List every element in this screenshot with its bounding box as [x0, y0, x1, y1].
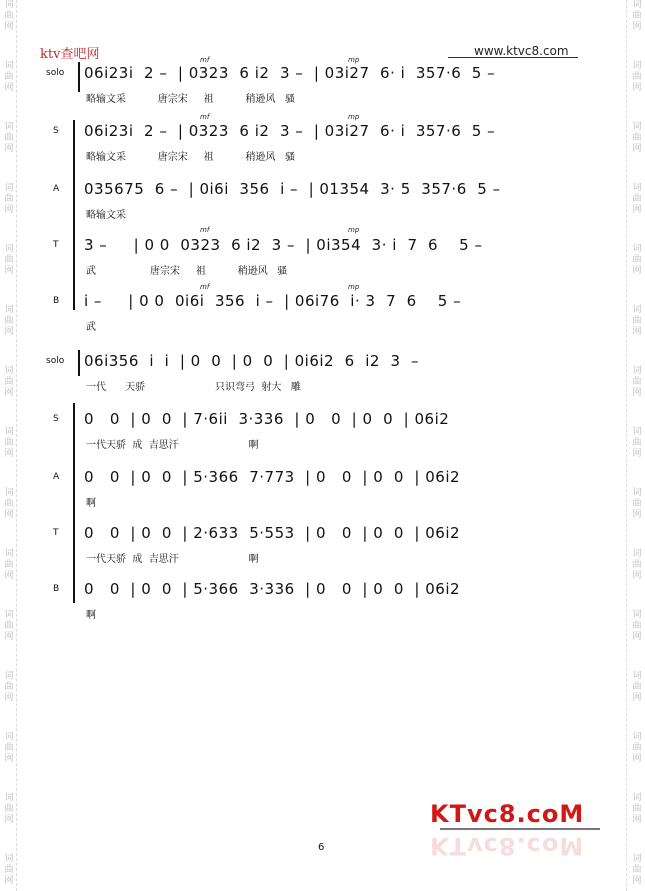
part-label: S [53, 414, 59, 424]
left-dashed-border [16, 0, 17, 891]
watermark-char: 词 [632, 122, 642, 132]
watermark-block [632, 732, 641, 765]
watermark-block [4, 427, 13, 460]
site-url: www.ktvc8.com [474, 44, 569, 58]
watermark-char: 网 [4, 83, 14, 93]
lyrics-line: 略输文采 唐宗宋 祖 稍逊风 骚 [86, 152, 296, 163]
watermark-char: 网 [4, 632, 14, 642]
watermark-char: 词 [632, 793, 642, 803]
watermark-char: 网 [4, 449, 14, 459]
system1-bracket [73, 120, 75, 310]
watermark-char: 曲 [4, 743, 14, 753]
watermark-char: 词 [632, 610, 642, 620]
watermark-char: 词 [632, 0, 642, 10]
watermark-char: 曲 [4, 560, 14, 570]
watermark-char: 曲 [632, 438, 642, 448]
watermark-char: 网 [632, 144, 642, 154]
lyrics-line: 略输文采 [86, 210, 126, 221]
watermark-char: 曲 [4, 682, 14, 692]
watermark-char: 词 [4, 793, 14, 803]
watermark-block [4, 244, 13, 277]
watermark-char: 词 [4, 305, 14, 315]
lyrics-line: 一代天骄 成 吉思汗 啊 [86, 554, 259, 565]
watermark-char: 曲 [4, 255, 14, 265]
watermark-char: 曲 [4, 72, 14, 82]
watermark-char: 曲 [632, 621, 642, 631]
watermark-char: 曲 [4, 865, 14, 875]
site-logo: KTvc8.coM [430, 800, 585, 828]
dynamic-mp-solo: mp [348, 56, 360, 64]
watermark-char: 词 [4, 244, 14, 254]
watermark-char: 曲 [632, 499, 642, 509]
watermark-char: 网 [4, 266, 14, 276]
watermark-char: 词 [632, 488, 642, 498]
right-dashed-border [626, 0, 627, 891]
dynamic-mp-t: mp [348, 226, 360, 234]
watermark-block [4, 732, 13, 765]
lyrics-line: 武 唐宗宋 祖 稍逊风 骚 [86, 266, 288, 277]
watermark-char: 曲 [4, 194, 14, 204]
system2-bracket [73, 403, 75, 603]
jianpu-notes: 06i356 i i | 0 0 | 0 0 | 0i6i2 6 i2 3 – [84, 352, 420, 370]
watermark-char: 曲 [632, 255, 642, 265]
watermark-block [632, 793, 641, 826]
watermark-char: 曲 [632, 682, 642, 692]
watermark-char: 曲 [632, 865, 642, 875]
watermark-char: 网 [4, 205, 14, 215]
watermark-char: 网 [632, 388, 642, 398]
watermark-char: 曲 [4, 499, 14, 509]
dynamic-mf-s: mf [200, 113, 210, 121]
watermark-char: 网 [632, 205, 642, 215]
lyrics-line: 啊 [86, 610, 96, 621]
watermark-block [4, 366, 13, 399]
watermark-char: 词 [4, 366, 14, 376]
watermark-char: 网 [4, 571, 14, 581]
watermark-char: 网 [632, 632, 642, 642]
watermark-block [4, 61, 13, 94]
part-label: T [53, 240, 59, 250]
watermark-char: 词 [632, 183, 642, 193]
solo1-barline [78, 62, 80, 92]
watermark-block [632, 488, 641, 521]
solo2-barline [78, 350, 80, 376]
watermark-char: 词 [632, 732, 642, 742]
watermark-block [4, 793, 13, 826]
watermark-char: 网 [632, 22, 642, 32]
watermark-char: 曲 [4, 621, 14, 631]
watermark-char: 曲 [632, 316, 642, 326]
watermark-block [632, 305, 641, 338]
site-underline [448, 57, 578, 58]
watermark-block [4, 549, 13, 582]
watermark-char: 词 [632, 427, 642, 437]
page-number: 6 [318, 842, 325, 853]
jianpu-notes: 0 0 | 0 0 | 7·6ii 3·336 | 0 0 | 0 0 | 06i2 [84, 410, 450, 428]
watermark-char: 曲 [632, 194, 642, 204]
watermark-block [4, 610, 13, 643]
watermark-block [632, 427, 641, 460]
watermark-block [4, 122, 13, 155]
left-watermark-column [2, 0, 16, 891]
watermark-char: 词 [4, 671, 14, 681]
watermark-char: 词 [632, 61, 642, 71]
dynamic-mp-s: mp [348, 113, 360, 121]
part-label: S [53, 126, 59, 136]
watermark-char: 曲 [632, 743, 642, 753]
watermark-block [4, 671, 13, 704]
part-label: B [53, 584, 60, 594]
watermark-char: 网 [632, 815, 642, 825]
watermark-char: 曲 [632, 804, 642, 814]
watermark-char: 词 [4, 488, 14, 498]
lyrics-line: 一代 天骄 只识弯弓 射大 雕 [86, 382, 301, 393]
watermark-char: 词 [632, 366, 642, 376]
watermark-char: 曲 [632, 72, 642, 82]
watermark-char: 网 [4, 876, 14, 886]
jianpu-notes: 0 0 | 0 0 | 2·633 5·553 | 0 0 | 0 0 | 06i2 [84, 524, 461, 542]
watermark-block [632, 244, 641, 277]
part-label: B [53, 296, 60, 306]
part-label: A [53, 184, 60, 194]
jianpu-notes: i – | 0 0 0i6i 356 i – | 06i76 i· 3 7 6 5 – [84, 292, 462, 310]
watermark-char: 词 [632, 854, 642, 864]
watermark-char: 词 [4, 427, 14, 437]
watermark-char: 词 [4, 183, 14, 193]
watermark-char: 网 [632, 266, 642, 276]
watermark-char: 网 [632, 510, 642, 520]
lyrics-line: 一代天骄 成 吉思汗 啊 [86, 440, 259, 451]
watermark-char: 网 [4, 22, 14, 32]
watermark-char: 词 [4, 732, 14, 742]
watermark-char: 网 [4, 693, 14, 703]
jianpu-notes: 0 0 | 0 0 | 5·366 7·773 | 0 0 | 0 0 | 06i2 [84, 468, 461, 486]
watermark-char: 曲 [4, 133, 14, 143]
jianpu-notes: 035675 6 – | 0i6i 356 i – | 01354 3· 5 357·6 5 – [84, 180, 501, 198]
watermark-char: 曲 [4, 804, 14, 814]
part-label: T [53, 528, 59, 538]
logo-underline [440, 828, 600, 830]
watermark-char: 词 [632, 549, 642, 559]
watermark-block [632, 671, 641, 704]
watermark-char: 曲 [632, 560, 642, 570]
watermark-block [632, 366, 641, 399]
watermark-char: 网 [4, 754, 14, 764]
brand-label: ktv查吧网 [40, 47, 100, 62]
watermark-char: 词 [4, 0, 14, 10]
watermark-block [632, 549, 641, 582]
watermark-char: 曲 [4, 377, 14, 387]
jianpu-notes: 0 0 | 0 0 | 5·366 3·336 | 0 0 | 0 0 | 06i2 [84, 580, 461, 598]
jianpu-notes: 06i23i 2 – | 0323 6 i2 3 – | 03i27 6· i 357·6 5 – [84, 64, 496, 82]
watermark-char: 曲 [632, 133, 642, 143]
watermark-block [632, 0, 641, 33]
jianpu-notes: 06i23i 2 – | 0323 6 i2 3 – | 03i27 6· i 357·6 5 – [84, 122, 496, 140]
part-label: solo [46, 356, 65, 366]
logo-reflection: KTvc8.coM [430, 832, 585, 860]
watermark-char: 网 [4, 815, 14, 825]
lyrics-line: 武 [86, 322, 96, 333]
watermark-block [632, 610, 641, 643]
watermark-block [632, 854, 641, 887]
watermark-char: 词 [632, 671, 642, 681]
watermark-char: 网 [632, 693, 642, 703]
watermark-char: 曲 [4, 11, 14, 21]
watermark-block [632, 122, 641, 155]
watermark-char: 网 [632, 449, 642, 459]
watermark-block [632, 183, 641, 216]
watermark-char: 曲 [4, 316, 14, 326]
lyrics-line: 啊 [86, 498, 96, 509]
part-label: solo [46, 68, 65, 78]
watermark-block [4, 0, 13, 33]
watermark-char: 网 [632, 876, 642, 886]
watermark-char: 曲 [632, 377, 642, 387]
watermark-block [4, 854, 13, 887]
watermark-char: 词 [632, 305, 642, 315]
watermark-char: 网 [4, 510, 14, 520]
watermark-char: 网 [4, 388, 14, 398]
watermark-char: 词 [4, 61, 14, 71]
watermark-char: 曲 [4, 438, 14, 448]
watermark-block [4, 488, 13, 521]
watermark-block [632, 61, 641, 94]
watermark-char: 词 [632, 244, 642, 254]
watermark-char: 网 [632, 83, 642, 93]
lyrics-line: 略输文采 唐宗宋 祖 稍逊风 骚 [86, 94, 296, 105]
watermark-char: 网 [632, 571, 642, 581]
right-watermark-column [630, 0, 644, 891]
watermark-char: 网 [632, 754, 642, 764]
watermark-char: 网 [4, 144, 14, 154]
watermark-char: 词 [4, 610, 14, 620]
part-label: A [53, 472, 60, 482]
watermark-char: 网 [4, 327, 14, 337]
dynamic-mp-b: mp [348, 283, 360, 291]
jianpu-notes: 3 – | 0 0 0323 6 i2 3 – | 0i354 3· i 7 6 5 – [84, 236, 483, 254]
watermark-char: 词 [4, 854, 14, 864]
dynamic-mf-solo: mf [200, 56, 210, 64]
watermark-char: 曲 [632, 11, 642, 21]
watermark-block [4, 305, 13, 338]
dynamic-mf-b: mf [200, 283, 210, 291]
watermark-char: 网 [632, 327, 642, 337]
watermark-char: 词 [4, 549, 14, 559]
dynamic-mf-t: mf [200, 226, 210, 234]
watermark-char: 词 [4, 122, 14, 132]
watermark-block [4, 183, 13, 216]
